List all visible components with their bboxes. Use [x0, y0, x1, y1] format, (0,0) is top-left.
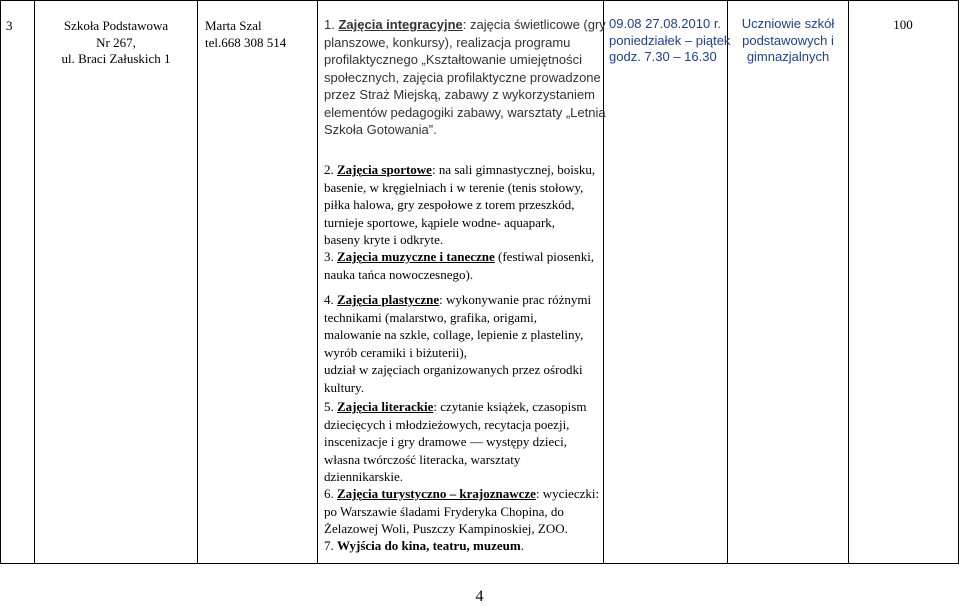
activity-line: 3. Zajęcia muzyczne i taneczne (festiwal piosenki,: [324, 249, 595, 264]
activity-line: 1. Zajęcia integracyjne: zajęcia świetlicowe (gry: [324, 17, 606, 32]
participant-count: 100: [893, 17, 913, 32]
participants-line: gimnazjalnych: [746, 49, 830, 64]
column-divider: [197, 0, 198, 564]
activity-line: malowanie na szkle, collage, lepienie z plasteliny,: [324, 327, 584, 342]
activity-line: profilaktycznego „Kształtowanie umiejętności: [324, 52, 582, 67]
schedule: [609, 16, 730, 66]
column-divider: [317, 0, 318, 564]
date-range: 09.08 27.08.2010 r.: [609, 16, 722, 31]
contact-name: Marta Szal: [205, 18, 262, 33]
activity-line: 7. Wyjścia do kina, teatru, muzeum.: [324, 538, 524, 553]
activity-outings: [324, 537, 606, 555]
activity-line: planszowe, konkursy), realizacja programu: [324, 34, 571, 50]
activity-line: piłka halowa, gry zespołowe z torem przeszkód,: [324, 197, 575, 212]
activity-music-dance: [324, 248, 606, 283]
school-name: Szkoła Podstawowa: [63, 18, 169, 33]
activity-line: udział w zajęciach organizowanych przez ośrodki: [324, 362, 583, 377]
column-divider: [34, 0, 35, 564]
activity-line: basenie, w kręgielniach i w terenie (tenis stołowy,: [324, 179, 584, 195]
activity-line: społecznych, zajęcia profilaktyczne prowadzone: [324, 69, 601, 85]
activity-line: dziennikarskie.: [324, 469, 404, 484]
table-bottom-border: [0, 563, 959, 564]
table-top-border: [0, 0, 959, 1]
activity-line: przez Straż Miejską, zabawy z wykorzystaniem: [324, 87, 595, 102]
activity-art: [324, 291, 606, 396]
column-divider: [0, 0, 1, 564]
activity-integration: [324, 16, 606, 139]
activity-line: Szkoła Gotowania”.: [324, 122, 437, 137]
activity-sports: [324, 161, 606, 249]
column-divider: [848, 0, 849, 564]
activity-line: nauka tańca nowoczesnego).: [324, 266, 474, 282]
hours: godz. 7.30 – 16.30: [609, 49, 717, 64]
participants-line: podstawowych i: [742, 32, 834, 48]
activity-line: 2. Zajęcia sportowe: na sali gimnastycznej, boisku,: [324, 162, 596, 177]
activity-line: 4. Zajęcia plastyczne: wykonywanie prac różnymi: [324, 292, 592, 307]
activity-line: 5. Zajęcia literackie: czytanie książek, czasopism: [324, 399, 587, 414]
activity-line: własna twórczość literacka, warsztaty: [324, 451, 521, 467]
activity-line: turnieje sportowe, kąpiele wodne- aquapark,: [324, 214, 556, 230]
weekdays: poniedziałek – piątek: [609, 32, 731, 48]
contact-phone: tel.668 308 514: [205, 34, 287, 50]
activity-line: Żelazowej Woli, Puszczy Kampinoskiej, ZOO.: [324, 521, 568, 536]
activity-line: kultury.: [324, 379, 364, 395]
column-divider: [727, 0, 728, 564]
activity-line: elementów pedagogiki zabawy, warsztaty „Letnia: [324, 104, 606, 120]
activity-line: 6. Zajęcia turystyczno – krajoznawcze: wycieczki:: [324, 486, 600, 501]
activity-tourism: [324, 485, 606, 538]
activity-literature: [324, 398, 606, 486]
activity-line: po Warszawie śladami Fryderyka Chopina, do: [324, 503, 564, 519]
page-number: 4: [475, 588, 484, 605]
contact-person: [205, 18, 286, 51]
school-street: ul. Braci Załuskich 1: [61, 51, 171, 66]
activity-line: inscenizacje i gry dramowe — występy dzieci,: [324, 434, 567, 449]
participants: [730, 16, 846, 66]
row-number: 3: [6, 18, 13, 33]
participants-line: Uczniowie szkół: [741, 16, 835, 31]
activity-line: dziecięcych i młodzieżowych, recytacja poezji,: [324, 416, 570, 432]
activity-line: technikami (malarstwo, grafika, origami,: [324, 309, 537, 325]
school-number: Nr 267,: [96, 34, 136, 50]
activity-line: wyrób ceramiki i biżuterii),: [324, 344, 467, 360]
school-address: [40, 18, 192, 68]
activity-line: baseny kryte i odkryte.: [324, 232, 444, 247]
